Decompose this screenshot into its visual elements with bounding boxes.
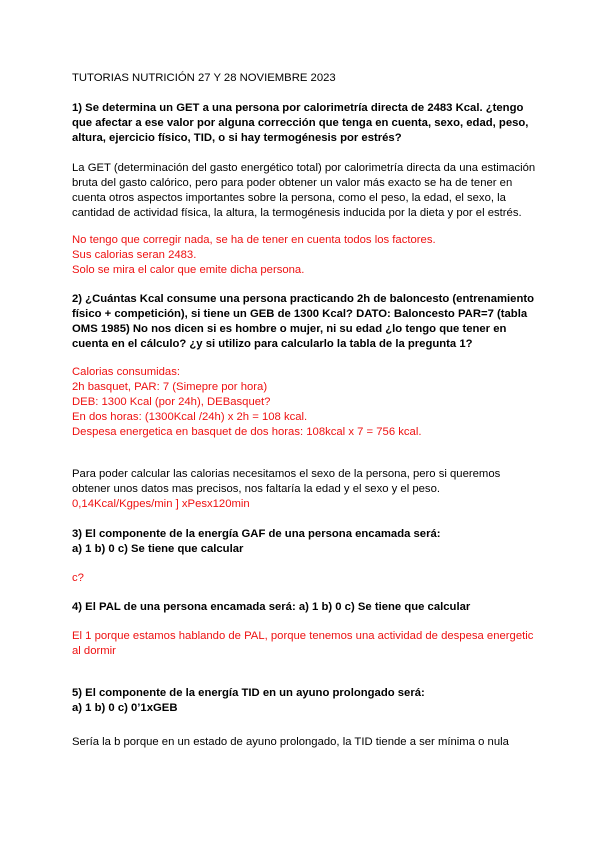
question-3: 3) El componente de la energía GAF de una persona encamada será: a) 1 b) 0 c) Se tiene que calcular (72, 528, 441, 555)
question-2-answer: Calorias consumidas: 2h basquet, PAR: 7 (Simepre por hora) DEB: 1300 Kcal (por 24h), DEBasquet? En dos horas: (1300Kcal /24h) x 2h = 108 kcal. Despesa energetica en basquet de dos horas: 108kcal x 7 = 756 kcal. (72, 366, 422, 438)
question-2-formula: 0,14Kcal/Kgpes/min ] xPesx120min (72, 498, 250, 510)
document-title: TUTORIAS NUTRICIÓN 27 Y 28 NOVIEMBRE 2023 (72, 72, 336, 84)
question-1: 1) Se determina un GET a una persona por calorimetría directa de 2483 Kcal. ¿tengo que afectar a ese valor por alguna corrección que tenga en cuenta, sexo, edad, peso, altura, ejercicio físico, TID, o si hay termogénesis por estrés? (72, 102, 529, 144)
question-1-answer: No tengo que corregir nada, se ha de tener en cuenta todos los factores. Sus calorias seran 2483. Solo se mira el calor que emite dicha persona. (72, 234, 436, 276)
question-3-answer: c? (72, 572, 84, 584)
question-5-answer: Sería la b porque en un estado de ayuno prolongado, la TID tiende a ser mínima o nula (72, 736, 509, 748)
question-2-note: Para poder calcular las calorias necesitamos el sexo de la persona, pero si queremos obtener unos datos mas precisos, nos faltaría la edad y el sexo y el peso. (72, 468, 501, 495)
question-1-explanation: La GET (determinación del gasto energético total) por calorimetría directa da una estimación bruta del gasto calórico, pero para poder obtener un valor más exacto se ha de tener en cuenta otros aspectos importantes sobre la persona, como el peso, la edad, el sexo, la cantidad de actividad física, la altura, la termogénesis inducida por la dieta y por el estrés. (72, 162, 536, 219)
question-2: 2) ¿Cuántas Kcal consume una persona practicando 2h de baloncesto (entrenamiento físico + competición), si tiene un GEB de 1300 Kcal? DATO: Baloncesto PAR=7 (tabla OMS 1985) No nos dicen si es hombre o mujer, ni su edad ¿lo tengo que tener en cuenta en el cálculo? ¿y si utilizo para calcularlo la tabla de la pregunta 1? (72, 293, 535, 350)
question-5: 5) El componente de la energía TID en un ayuno prolongado será: a) 1 b) 0 c) 0’1xGEB (72, 687, 425, 714)
question-4: 4) El PAL de una persona encamada será: a) 1 b) 0 c) Se tiene que calcular (72, 601, 471, 613)
question-4-answer: El 1 porque estamos hablando de PAL, porque tenemos una actividad de despesa energetic al dormir (72, 630, 534, 657)
